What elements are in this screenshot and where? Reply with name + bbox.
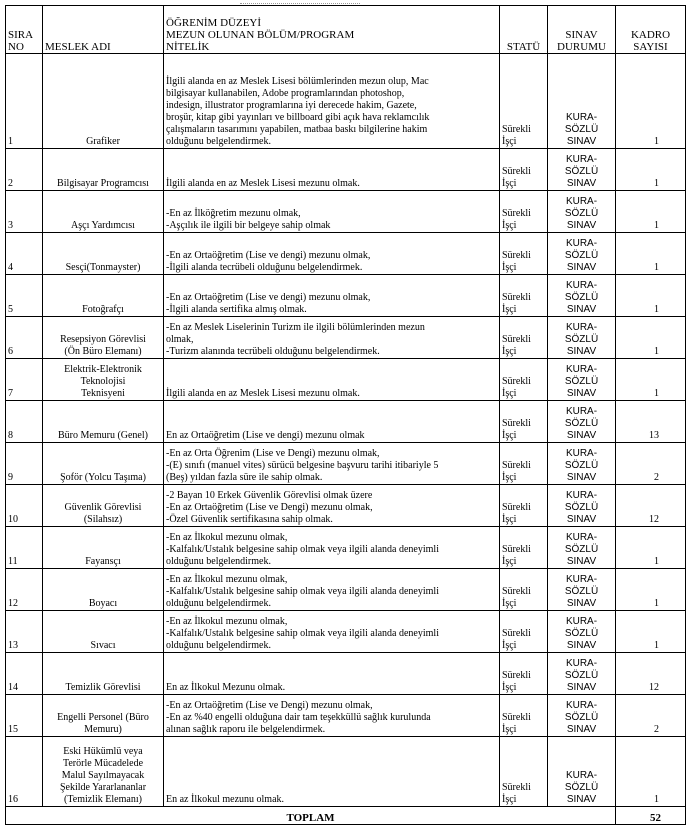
status-line: Sürekli bbox=[502, 782, 531, 793]
job-title bbox=[43, 737, 164, 807]
qualification-line: -Özel Güvenlik sertifikasına sahip olmak. bbox=[166, 514, 333, 525]
header-ogrenim-duzeyi: ÖĞRENİM DÜZEYİ MEZUN OLUNAN BÖLÜM/PROGRAM NİTELİK bbox=[164, 6, 500, 54]
qualification-text bbox=[164, 54, 500, 149]
exam-line: KURA- bbox=[565, 490, 598, 501]
row-number: 13 bbox=[6, 611, 43, 653]
exam-line: SINAV bbox=[566, 136, 597, 147]
page-top-edge bbox=[240, 0, 360, 4]
header-sira-no: SIRA NO bbox=[6, 6, 43, 54]
employment-status bbox=[500, 569, 548, 611]
exam-line: SÖZLÜ bbox=[564, 782, 599, 793]
qualification-line: -İlgili alanda tecrübeli olduğunu belgelendirmek. bbox=[166, 262, 363, 273]
employment-status bbox=[500, 233, 548, 275]
exam-status bbox=[548, 191, 616, 233]
qualification-line: -En az Ortaöğretim (Lise ve dengi) mezunu olmak, bbox=[166, 250, 371, 261]
status-line: İşçi bbox=[502, 388, 517, 399]
row-number: 10 bbox=[6, 485, 43, 527]
employment-status bbox=[500, 191, 548, 233]
job-title bbox=[43, 233, 164, 275]
job-title bbox=[43, 54, 164, 149]
exam-status bbox=[548, 695, 616, 737]
job-title-line: Sesçi(Tonmayster) bbox=[65, 262, 141, 273]
table-row bbox=[6, 149, 686, 191]
exam-line: SÖZLÜ bbox=[564, 670, 599, 681]
table-row bbox=[6, 191, 686, 233]
job-title bbox=[43, 653, 164, 695]
status-line: İşçi bbox=[502, 220, 517, 231]
status-line: İşçi bbox=[502, 724, 517, 735]
status-line: İşçi bbox=[502, 346, 517, 357]
status-line: Sürekli bbox=[502, 208, 531, 219]
qualification-line: -En az Ortaöğretim (Lise ve Dengi) mezunu olmak, bbox=[166, 502, 373, 513]
qualification-text bbox=[164, 527, 500, 569]
row-number: 3 bbox=[6, 191, 43, 233]
exam-line: SÖZLÜ bbox=[564, 460, 599, 471]
exam-line: SINAV bbox=[566, 472, 597, 483]
job-title-line: Memuru) bbox=[84, 724, 122, 735]
exam-status bbox=[548, 317, 616, 359]
qualification-text bbox=[164, 653, 500, 695]
position-count: 1 bbox=[616, 149, 686, 191]
qualification-line: olmak, bbox=[166, 334, 194, 345]
exam-line: SÖZLÜ bbox=[564, 124, 599, 135]
exam-line: SINAV bbox=[566, 556, 597, 567]
qualification-text bbox=[164, 485, 500, 527]
status-line: İşçi bbox=[502, 556, 517, 567]
row-number: 5 bbox=[6, 275, 43, 317]
status-line: İşçi bbox=[502, 472, 517, 483]
exam-line: SÖZLÜ bbox=[564, 502, 599, 513]
position-count: 1 bbox=[616, 191, 686, 233]
position-count: 2 bbox=[616, 695, 686, 737]
exam-line: KURA- bbox=[565, 280, 598, 291]
qualification-line: -En az İlkokul mezunu olmak, bbox=[166, 574, 288, 585]
qualification-line: alınan sağlık raporu ile belgelendirmek. bbox=[166, 724, 326, 735]
employment-status bbox=[500, 54, 548, 149]
status-line: İşçi bbox=[502, 640, 517, 651]
qualification-line: -(E) sınıfı (manuel vites) sürücü belgesine başvuru tarihi itibariyle 5 bbox=[166, 460, 439, 471]
status-line: İşçi bbox=[502, 178, 517, 189]
position-count: 1 bbox=[616, 359, 686, 401]
qualification-text bbox=[164, 569, 500, 611]
job-title-line: Engelli Personel (Büro bbox=[57, 712, 149, 723]
position-count: 1 bbox=[616, 54, 686, 149]
job-title bbox=[43, 317, 164, 359]
table-row bbox=[6, 569, 686, 611]
qualification-text bbox=[164, 737, 500, 807]
exam-line: KURA- bbox=[565, 532, 598, 543]
status-line: İşçi bbox=[502, 598, 517, 609]
table-row bbox=[6, 233, 686, 275]
qualification-text bbox=[164, 611, 500, 653]
exam-line: KURA- bbox=[565, 238, 598, 249]
position-count: 12 bbox=[616, 653, 686, 695]
exam-status bbox=[548, 611, 616, 653]
job-title-line: (Silahsız) bbox=[83, 514, 123, 525]
exam-line: SINAV bbox=[566, 262, 597, 273]
qualification-line: -En az Ortaöğretim (Lise ve Dengi) mezunu olmak, bbox=[166, 700, 373, 711]
status-line: Sürekli bbox=[502, 502, 531, 513]
exam-line: SÖZLÜ bbox=[564, 418, 599, 429]
table-row bbox=[6, 527, 686, 569]
qualification-line: broşür, kitap gibi yayınları ve billboard gibi açık hava reklamcılık bbox=[166, 112, 430, 123]
exam-line: SÖZLÜ bbox=[564, 292, 599, 303]
row-number: 8 bbox=[6, 401, 43, 443]
table-row bbox=[6, 54, 686, 149]
exam-line: SINAV bbox=[566, 220, 597, 231]
exam-line: KURA- bbox=[565, 112, 598, 123]
exam-line: SINAV bbox=[566, 178, 597, 189]
qualification-text bbox=[164, 317, 500, 359]
employment-status bbox=[500, 443, 548, 485]
exam-line: KURA- bbox=[565, 770, 598, 781]
position-count: 13 bbox=[616, 401, 686, 443]
job-title bbox=[43, 611, 164, 653]
qualification-line: olduğunu belgelendirmek. bbox=[166, 556, 271, 567]
status-line: İşçi bbox=[502, 304, 517, 315]
exam-status bbox=[548, 275, 616, 317]
exam-status bbox=[548, 569, 616, 611]
status-line: İşçi bbox=[502, 136, 517, 147]
status-line: Sürekli bbox=[502, 334, 531, 345]
exam-line: SINAV bbox=[566, 514, 597, 525]
job-title-line: Güvenlik Görevlisi bbox=[64, 502, 142, 513]
job-title-line: Fayansçı bbox=[85, 556, 121, 567]
status-line: İşçi bbox=[502, 514, 517, 525]
job-title bbox=[43, 443, 164, 485]
status-line: Sürekli bbox=[502, 166, 531, 177]
exam-line: SINAV bbox=[566, 640, 597, 651]
exam-line: KURA- bbox=[565, 322, 598, 333]
employment-status bbox=[500, 485, 548, 527]
employment-status bbox=[500, 149, 548, 191]
header-meslek-adi: MESLEK ADI bbox=[43, 6, 164, 54]
header-statu: STATÜ bbox=[500, 6, 548, 54]
job-title bbox=[43, 569, 164, 611]
exam-line: SINAV bbox=[566, 304, 597, 315]
row-number: 7 bbox=[6, 359, 43, 401]
exam-line: SÖZLÜ bbox=[564, 712, 599, 723]
qualification-line: olduğunu belgelendirmek. bbox=[166, 640, 271, 651]
exam-line: KURA- bbox=[565, 658, 598, 669]
status-line: Sürekli bbox=[502, 628, 531, 639]
position-count: 12 bbox=[616, 485, 686, 527]
total-row bbox=[6, 807, 686, 825]
job-title-line: Temizlik Görevlisi bbox=[65, 682, 141, 693]
job-title-line: Elektrik-Elektronik bbox=[64, 364, 142, 375]
exam-line: SINAV bbox=[566, 724, 597, 735]
row-number: 11 bbox=[6, 527, 43, 569]
job-title-line: Aşçı Yardımcısı bbox=[71, 220, 135, 231]
qualification-line: -Aşçılık ile ilgili bir belgeye sahip olmak bbox=[166, 220, 331, 231]
qualification-line: olduğunu belgelendirmek. bbox=[166, 598, 271, 609]
job-title-line: Fotoğrafçı bbox=[82, 304, 124, 315]
total-label: TOPLAM bbox=[6, 807, 616, 825]
job-positions-table bbox=[5, 5, 686, 825]
employment-status bbox=[500, 653, 548, 695]
status-line: Sürekli bbox=[502, 250, 531, 261]
exam-line: SINAV bbox=[566, 430, 597, 441]
exam-line: KURA- bbox=[565, 364, 598, 375]
qualification-text bbox=[164, 695, 500, 737]
header-sinav-durumu: SINAV DURUMU bbox=[548, 6, 616, 54]
exam-line: SÖZLÜ bbox=[564, 376, 599, 387]
exam-status bbox=[548, 233, 616, 275]
exam-line: SINAV bbox=[566, 682, 597, 693]
exam-status bbox=[548, 149, 616, 191]
exam-line: SINAV bbox=[566, 346, 597, 357]
exam-line: SÖZLÜ bbox=[564, 250, 599, 261]
job-title bbox=[43, 695, 164, 737]
qualification-line: -Kalfalık/Ustalık belgesine sahip olmak veya ilgili alanda deneyimli bbox=[166, 586, 439, 597]
job-title-line: Eski Hükümlü veya bbox=[63, 746, 143, 757]
job-title-line: Terörle Mücadelede bbox=[62, 758, 144, 769]
status-line: İşçi bbox=[502, 794, 517, 805]
exam-line: SÖZLÜ bbox=[564, 166, 599, 177]
employment-status bbox=[500, 317, 548, 359]
job-title-line: Sıvacı bbox=[90, 640, 116, 651]
qualification-line: -En az Orta Öğrenim (Lise ve Dengi) mezunu olmak, bbox=[166, 448, 380, 459]
table-body bbox=[6, 54, 686, 807]
exam-status bbox=[548, 527, 616, 569]
job-title-line: Teknisyeni bbox=[81, 388, 125, 399]
position-count: 1 bbox=[616, 611, 686, 653]
qualification-text bbox=[164, 401, 500, 443]
exam-status bbox=[548, 54, 616, 149]
exam-line: KURA- bbox=[565, 574, 598, 585]
qualification-line: -İlgili alanda sertifika almış olmak. bbox=[166, 304, 307, 315]
qualification-line: -Kalfalık/Ustalık belgesine sahip olmak veya ilgili alanda deneyimli bbox=[166, 628, 439, 639]
employment-status bbox=[500, 275, 548, 317]
table-row bbox=[6, 737, 686, 807]
exam-line: KURA- bbox=[565, 154, 598, 165]
qualification-line: bilgisayar kullanabilen, Adobe programlarından photoshop, bbox=[166, 88, 405, 99]
qualification-line: (Beş) yıldan fazla süre ile sahip olmak. bbox=[166, 472, 323, 483]
qualification-line: olduğunu belgelendirmek. bbox=[166, 136, 271, 147]
table-row bbox=[6, 359, 686, 401]
exam-line: SINAV bbox=[566, 388, 597, 399]
job-title-line: Şekilde Yararlananlar bbox=[59, 782, 147, 793]
row-number: 14 bbox=[6, 653, 43, 695]
status-line: Sürekli bbox=[502, 418, 531, 429]
table-row bbox=[6, 443, 686, 485]
exam-line: SÖZLÜ bbox=[564, 334, 599, 345]
qualification-line: -En az İlköğretim mezunu olmak, bbox=[166, 208, 301, 219]
qualification-line: -En az Meslek Liselerinin Turizm ile ilgili bölümlerinden mezun bbox=[166, 322, 425, 333]
exam-status bbox=[548, 737, 616, 807]
position-count: 1 bbox=[616, 233, 686, 275]
job-title bbox=[43, 359, 164, 401]
table-header-row bbox=[6, 6, 686, 54]
exam-status bbox=[548, 359, 616, 401]
row-number: 2 bbox=[6, 149, 43, 191]
position-count: 1 bbox=[616, 737, 686, 807]
qualification-line: En az Ortaöğretim (Lise ve dengi) mezunu olmak bbox=[166, 430, 365, 441]
employment-status bbox=[500, 695, 548, 737]
row-number: 6 bbox=[6, 317, 43, 359]
job-title-line: (Ön Büro Elemanı) bbox=[64, 346, 142, 357]
job-title-line: Şoför (Yolcu Taşıma) bbox=[60, 472, 146, 483]
exam-line: KURA- bbox=[565, 406, 598, 417]
row-number: 1 bbox=[6, 54, 43, 149]
job-title-line: Büro Memuru (Genel) bbox=[58, 430, 148, 441]
status-line: Sürekli bbox=[502, 376, 531, 387]
table-row bbox=[6, 653, 686, 695]
job-title bbox=[43, 485, 164, 527]
exam-line: SINAV bbox=[566, 598, 597, 609]
header-kadro-sayisi: KADRO SAYISI bbox=[616, 6, 686, 54]
qualification-line: -En az %40 engelli olduğuna dair tam teşekküllü sağlık kurulunda bbox=[166, 712, 431, 723]
job-title bbox=[43, 191, 164, 233]
qualification-text bbox=[164, 359, 500, 401]
row-number: 9 bbox=[6, 443, 43, 485]
job-title-line: Malul Sayılmayacak bbox=[61, 770, 145, 781]
qualification-line: -En az İlkokul mezunu olmak, bbox=[166, 616, 288, 627]
qualification-text bbox=[164, 149, 500, 191]
row-number: 12 bbox=[6, 569, 43, 611]
exam-line: KURA- bbox=[565, 196, 598, 207]
status-line: İşçi bbox=[502, 430, 517, 441]
qualification-line: -Turizm alanında tecrübeli olduğunu belgelendirmek. bbox=[166, 346, 380, 357]
job-title-line: Bilgisayar Programcısı bbox=[57, 178, 149, 189]
position-count: 1 bbox=[616, 317, 686, 359]
position-count: 1 bbox=[616, 527, 686, 569]
exam-status bbox=[548, 485, 616, 527]
status-line: Sürekli bbox=[502, 292, 531, 303]
status-line: İşçi bbox=[502, 262, 517, 273]
table-row bbox=[6, 401, 686, 443]
qualification-line: -En az İlkokul mezunu olmak, bbox=[166, 532, 288, 543]
status-line: Sürekli bbox=[502, 460, 531, 471]
qualification-line: İlgili alanda en az Meslek Lisesi mezunu olmak. bbox=[166, 178, 360, 189]
status-line: Sürekli bbox=[502, 670, 531, 681]
employment-status bbox=[500, 359, 548, 401]
job-title bbox=[43, 401, 164, 443]
table-row bbox=[6, 485, 686, 527]
status-line: İşçi bbox=[502, 682, 517, 693]
status-line: Sürekli bbox=[502, 586, 531, 597]
qualification-text bbox=[164, 275, 500, 317]
exam-line: SÖZLÜ bbox=[564, 544, 599, 555]
exam-line: KURA- bbox=[565, 616, 598, 627]
position-count: 2 bbox=[616, 443, 686, 485]
qualification-line: -2 Bayan 10 Erkek Güvenlik Görevlisi olmak üzere bbox=[166, 490, 373, 501]
row-number: 15 bbox=[6, 695, 43, 737]
exam-status bbox=[548, 401, 616, 443]
exam-line: SÖZLÜ bbox=[564, 586, 599, 597]
exam-line: SÖZLÜ bbox=[564, 628, 599, 639]
qualification-line: En az İlkokul Mezunu olmak. bbox=[166, 682, 286, 693]
position-count: 1 bbox=[616, 275, 686, 317]
qualification-text bbox=[164, 443, 500, 485]
exam-status bbox=[548, 653, 616, 695]
employment-status bbox=[500, 611, 548, 653]
employment-status bbox=[500, 737, 548, 807]
status-line: Sürekli bbox=[502, 544, 531, 555]
qualification-line: En az İlkokul mezunu olmak. bbox=[166, 794, 285, 805]
status-line: Sürekli bbox=[502, 712, 531, 723]
job-title bbox=[43, 275, 164, 317]
job-title-line: (Temizlik Elemanı) bbox=[64, 794, 142, 805]
qualification-line: İlgili alanda en az Meslek Lisesi bölümlerinden mezun olup, Mac bbox=[166, 76, 429, 87]
employment-status bbox=[500, 401, 548, 443]
exam-line: KURA- bbox=[565, 448, 598, 459]
exam-line: SINAV bbox=[566, 794, 597, 805]
total-value: 52 bbox=[616, 807, 686, 825]
table-row bbox=[6, 275, 686, 317]
row-number: 4 bbox=[6, 233, 43, 275]
job-title-line: Boyacı bbox=[88, 598, 118, 609]
table-row bbox=[6, 611, 686, 653]
qualification-line: indesign, illustrator programlarına iyi derecede hakim, Gazete, bbox=[166, 100, 417, 111]
job-title-line: Resepsiyon Görevlisi bbox=[60, 334, 146, 345]
job-title bbox=[43, 149, 164, 191]
employment-status bbox=[500, 527, 548, 569]
qualification-text bbox=[164, 191, 500, 233]
qualification-text bbox=[164, 233, 500, 275]
table-row bbox=[6, 317, 686, 359]
row-number: 16 bbox=[6, 737, 43, 807]
status-line: Sürekli bbox=[502, 124, 531, 135]
exam-status bbox=[548, 443, 616, 485]
exam-line: KURA- bbox=[565, 700, 598, 711]
exam-line: SÖZLÜ bbox=[564, 208, 599, 219]
qualification-line: -En az Ortaöğretim (Lise ve dengi) mezunu olmak, bbox=[166, 292, 371, 303]
position-count: 1 bbox=[616, 569, 686, 611]
qualification-line: İlgili alanda en az Meslek Lisesi mezunu olmak. bbox=[166, 388, 360, 399]
qualification-line: çalışmaların tasarımını yapabilen, matbaa baskı bilgilerine hakim bbox=[166, 124, 428, 135]
qualification-line: -Kalfalık/Ustalık belgesine sahip olmak veya ilgili alanda deneyimli bbox=[166, 544, 439, 555]
job-title-line: Grafiker bbox=[86, 136, 120, 147]
job-title bbox=[43, 527, 164, 569]
job-title-line: Teknolojisi bbox=[80, 376, 126, 387]
table-row bbox=[6, 695, 686, 737]
